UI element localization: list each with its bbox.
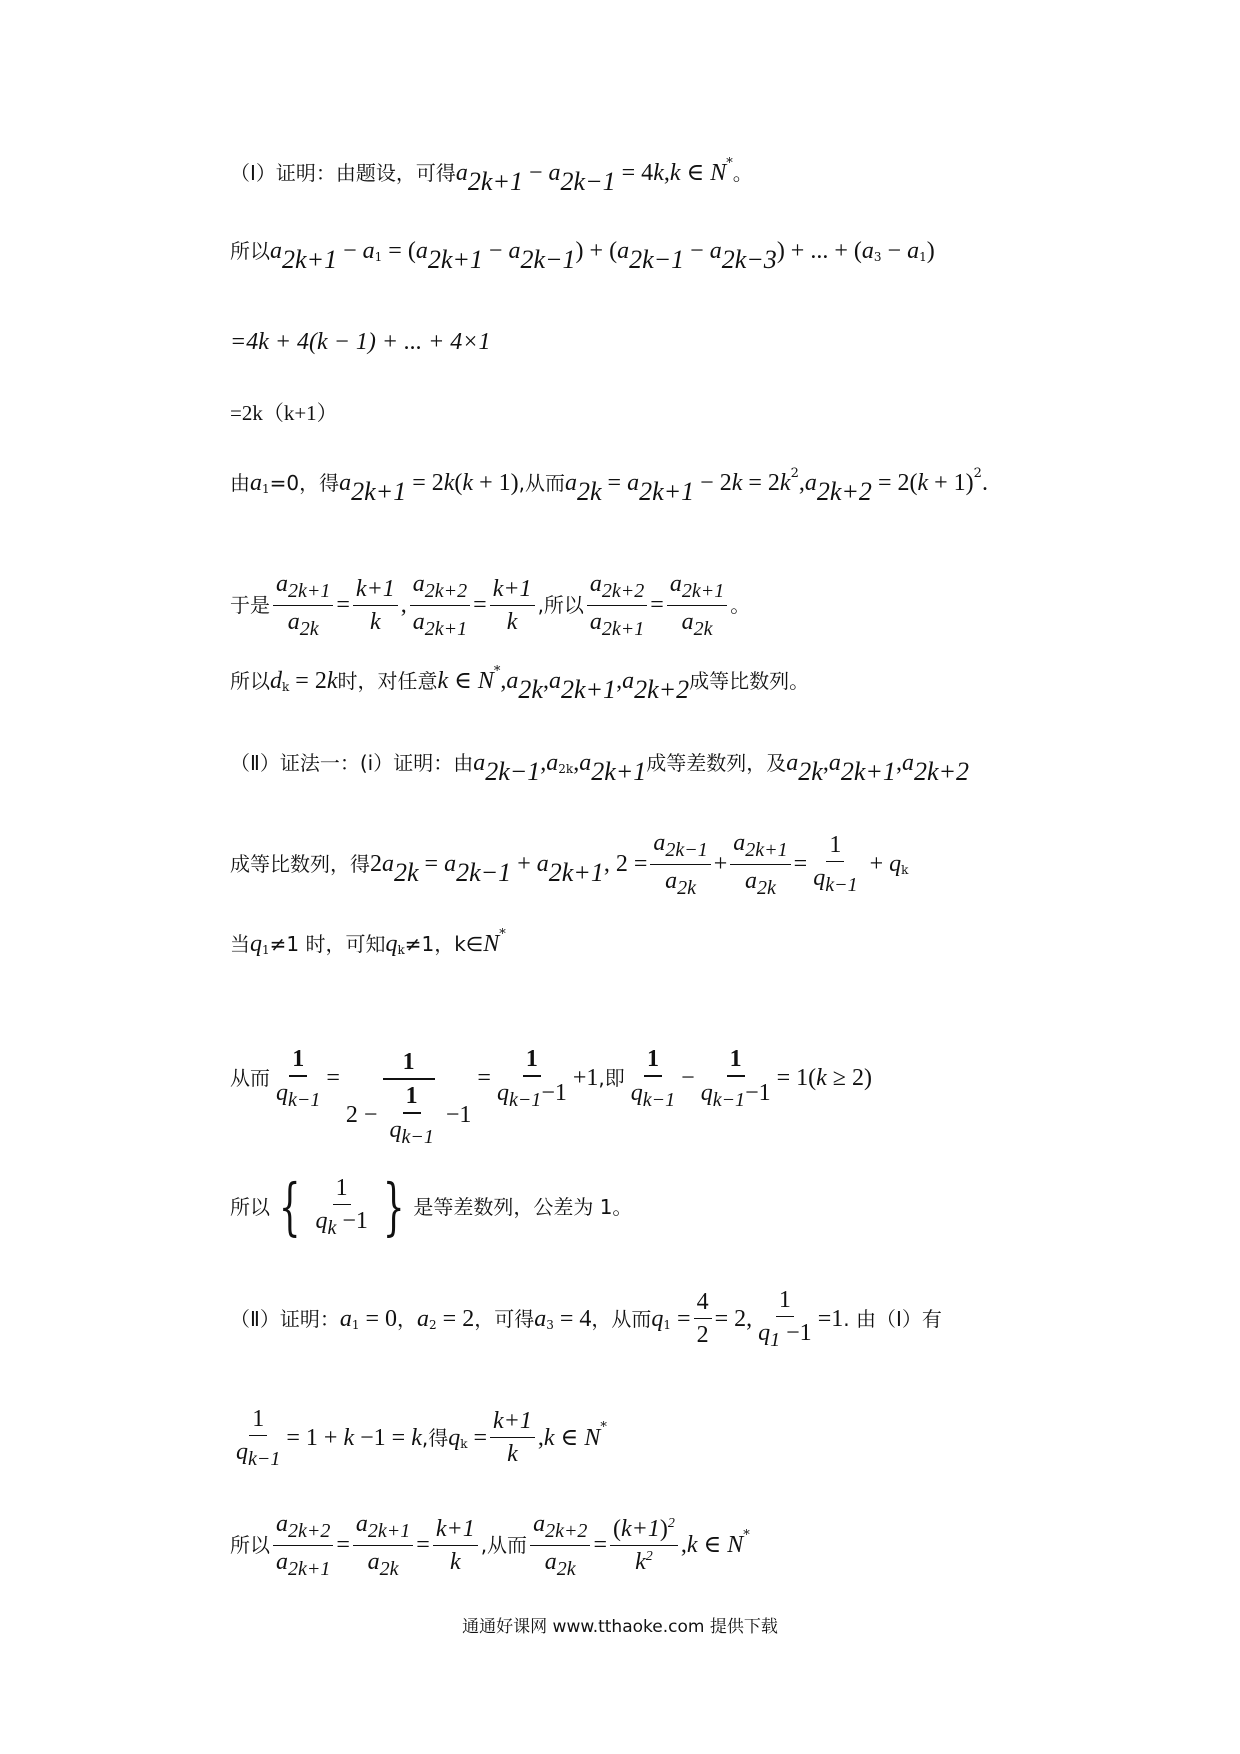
line-4: =2k（k+1） [230,401,338,425]
line-12: 所以 { $\frac{1}{q_k -1}$ } 是等差数列，公差为 1。 [230,1170,633,1243]
line-14: $\frac{1}{q_{k-1}}$ = 1 + k −1 = k ,得 q k = $\frac{k+1}{k}$ , k ∈ N * [236,1406,607,1470]
line-9: 成等比数列，得 2 a 2k = a 2k−1 + a 2k+1 , 2 = $\frac{a_{2k-1}}{a_{2k}}$ + $\frac{a_{2k+1}}{a_{2k}}$ = $\frac{1}{q_{k-1}}$ + q k [230,830,909,899]
line-2: 所以 a 2k+1 − a 1 = ( a 2k+1 − a 2k−1 ) + ( a 2k−1 − a 2k−3 ) + ... + ( a 3 − a 1 ) [230,238,935,274]
line-11: 从而 $\frac{1}{q_{k-1}}$ = 1 2 − $\frac{1}{q_{k-1}}$ −1 = $\frac{1}{q_{k-1}-1}$ +1 ,即 $\frac{1}{q_{k-1}}$ − $\frac{1}{q_{k-1}-1}$ = 1( k ≥ 2) [230,1046,872,1148]
line-15: 所以 $\frac{a_{2k+2}}{a_{2k+1}}$ = $\frac{a_{2k+1}}{a_{2k}}$ = $\frac{k+1}{k}$ ,从而 $\frac{a_{2k+2}}{a_{2k}}$ = $\frac{(k+1)^2}{k^2}$ , k ∈ N * [230,1511,750,1580]
line-6: 于是 $\frac{a_{2k+1}}{a_{2k}}$ = $\frac{k+1}{k}$ , $\frac{a_{2k+2}}{a_{2k+1}}$ = $\frac{k+1}{k}$ ,所以 $\frac{a_{2k+2}}{a_{2k+1}}$ = $\frac{a_{2k+1}}{a_{2k}}$ 。 [230,571,751,640]
line-7: 所以 d k = 2 k 时，对任意 k ∈ N * , a 2k , a 2k+1 , a 2k+2 成等比数列。 [230,663,810,704]
line-13: （Ⅱ）证明： a 1 = 0 ， a 2 = 2 ，可得 a 3 = 4 ，从而 q 1 = $\frac{4}{2}$ = 2, $\frac{1}{q_1 -1}$ =1 . 由（Ⅰ）有 [230,1287,942,1351]
line-3: =4k + 4(k − 1) + ... + 4×1 [230,329,491,355]
line-10: 当 q 1 ≠1 时，可知 q k ≠1，k∈ N * [230,926,506,957]
page-footer: 通通好课网 www.tthaoke.com 提供下载 [462,1617,778,1637]
line-1: （Ⅰ）证明：由题设，可得 a 2k+1 − a 2k−1 = 4 k , k ∈ N * 。 [230,155,753,196]
line-8: （Ⅱ）证法一：(i）证明：由 a 2k−1 , a 2k , a 2k+1 成等差数列，及 a 2k , a 2k+1 , a 2k+2 [230,750,970,786]
line-5: 由 a 1 =0，得 a 2k+1 = 2 k ( k + 1) ,从而 a 2k = a 2k+1 − 2 k = 2 k 2 , a 2k+2 = 2( k + 1) 2 . [230,465,988,506]
